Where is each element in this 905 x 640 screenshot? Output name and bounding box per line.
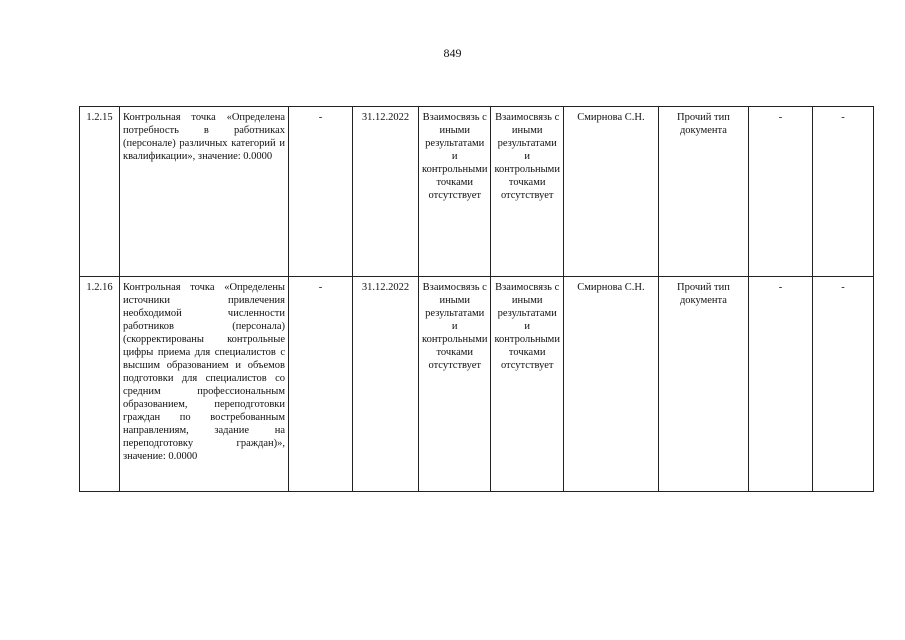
- control-point-name: Контрольная точка «Определены источники привлечения необходимой численности работников (персонала) (скорректированы контрольные цифры приема для специалистов с высшим образованием и объемов подготовки для специалистов со средним профессиональным образованием, переподготовки граждан по востребованным направлениям, задание на переподготовку граждан)», значение: 0.0000: [120, 277, 289, 492]
- base-value: -: [289, 277, 353, 492]
- link-next: Взаимосвязь с иными результатами и контрольными точками отсутствует: [491, 277, 563, 492]
- link-next: Взаимосвязь с иными результатами и контрольными точками отсутствует: [491, 107, 563, 277]
- page-number: 849: [443, 46, 462, 60]
- row-number: 1.2.15: [80, 107, 120, 277]
- column-10-value: -: [812, 107, 873, 277]
- control-point-name: Контрольная точка «Определена потребность в работниках (персонале) различных категорий и квалификации», значение: 0.0000: [120, 107, 289, 277]
- link-previous: Взаимосвязь с иными результатами и контрольными точками отсутствует: [419, 107, 491, 277]
- column-9-value: -: [748, 277, 812, 492]
- due-date: 31.12.2022: [353, 107, 419, 277]
- responsible-person: Смирнова С.Н.: [563, 277, 658, 492]
- due-date: 31.12.2022: [353, 277, 419, 492]
- document-type: Прочий тип документа: [658, 107, 748, 277]
- row-number: 1.2.16: [80, 277, 120, 492]
- responsible-person: Смирнова С.Н.: [563, 107, 658, 277]
- column-10-value: -: [812, 277, 873, 492]
- document-type: Прочий тип документа: [658, 277, 748, 492]
- control-points-table: [79, 106, 874, 492]
- table-row: [80, 107, 874, 277]
- base-value: -: [289, 107, 353, 277]
- table-row: [80, 277, 874, 492]
- link-previous: Взаимосвязь с иными результатами и контрольными точками отсутствует: [419, 277, 491, 492]
- column-9-value: -: [748, 107, 812, 277]
